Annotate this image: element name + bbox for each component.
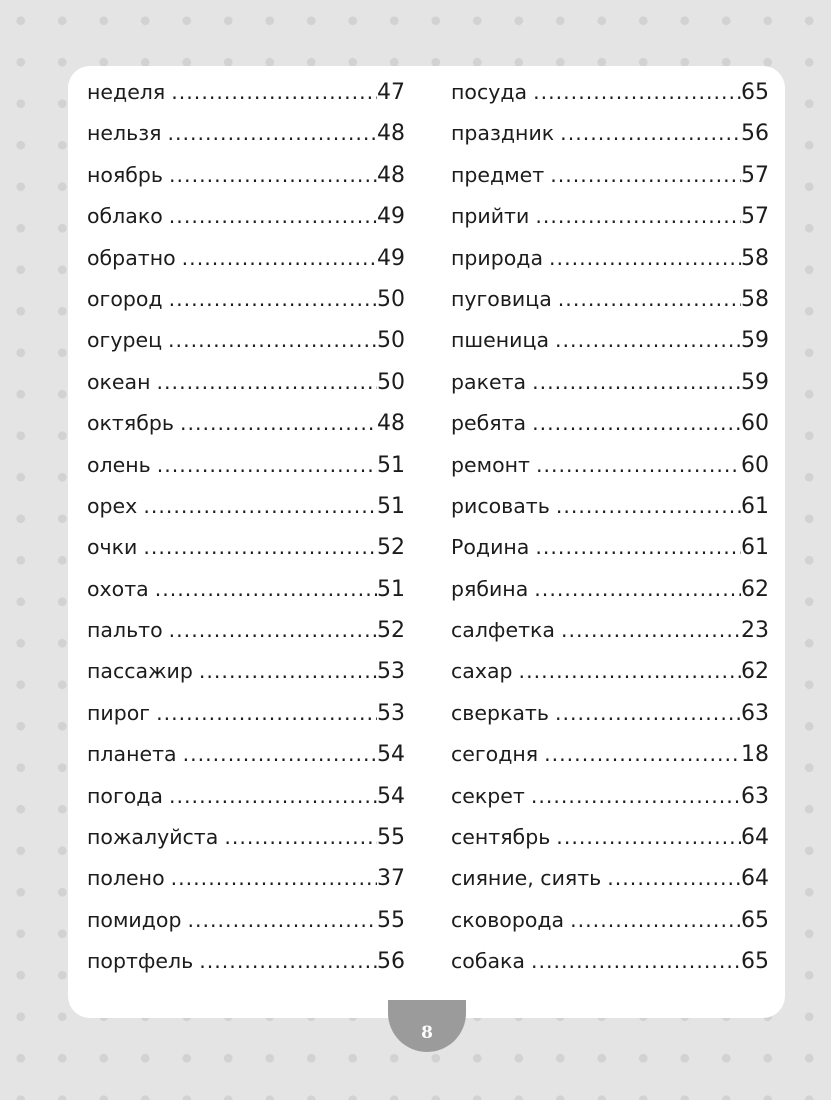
dot-leader	[556, 825, 741, 849]
index-entry-word: салфетка	[451, 618, 555, 643]
index-entry	[451, 287, 769, 328]
dot-leader	[167, 121, 377, 145]
index-entry-word: обратно	[87, 245, 176, 270]
index-entry-word: орех	[87, 493, 138, 518]
index-entry-page: 59	[741, 328, 769, 354]
index-entry-word: посуда	[451, 80, 528, 104]
index-entry-page: 53	[377, 700, 405, 726]
index-entry-word: ракета	[451, 369, 527, 394]
index-entry	[87, 453, 405, 494]
index-entry-word: сентябрь	[451, 825, 551, 850]
index-entry-word: пассажир	[87, 659, 193, 684]
index-entry-page: 64	[741, 866, 769, 892]
dot-leader	[169, 163, 377, 187]
index-entry	[87, 784, 405, 825]
index-entry-page: 65	[741, 949, 769, 975]
index-entry	[87, 246, 405, 287]
index-entry-word: огурец	[87, 328, 163, 353]
index-page-card	[68, 66, 785, 1018]
index-entry-word: пальто	[87, 618, 163, 643]
index-entry	[87, 121, 405, 162]
index-entry-word: секрет	[451, 783, 525, 808]
index-entry-page: 55	[377, 825, 405, 851]
dot-leader	[549, 246, 741, 270]
index-entry-page: 49	[377, 245, 405, 271]
dot-leader	[536, 453, 741, 477]
dot-leader	[171, 80, 377, 104]
dot-leader	[555, 701, 741, 725]
index-entry	[451, 701, 769, 742]
index-entry-page: 56	[377, 949, 405, 975]
dot-leader	[169, 204, 377, 228]
index-entry	[87, 204, 405, 245]
index-entry	[451, 784, 769, 825]
index-entry-word: огород	[87, 286, 163, 311]
index-entry	[87, 866, 405, 907]
index-entry-page: 52	[377, 618, 405, 644]
dot-leader	[169, 784, 377, 808]
index-entry-page: 48	[377, 121, 405, 147]
dot-leader	[169, 287, 377, 311]
dot-leader	[544, 742, 741, 766]
dot-leader	[570, 908, 741, 932]
index-entry-page: 64	[741, 825, 769, 851]
dot-leader	[143, 494, 377, 518]
dot-leader	[535, 204, 741, 228]
index-entry-page: 48	[377, 162, 405, 188]
index-entry	[451, 742, 769, 783]
index-entry-word: сверкать	[451, 700, 549, 725]
index-entry	[87, 494, 405, 535]
dot-leader	[180, 411, 377, 435]
index-entry-page: 37	[377, 866, 405, 892]
index-entry	[451, 908, 769, 949]
dot-leader	[534, 577, 741, 601]
index-column-left	[87, 80, 405, 991]
dot-leader	[535, 535, 741, 559]
index-column-right	[451, 80, 769, 991]
index-entry	[451, 825, 769, 866]
index-entry-word: сияние, сиять	[451, 866, 602, 891]
index-entry-word: олень	[87, 452, 151, 477]
index-entry-word: Родина	[451, 535, 530, 560]
index-entry-page: 58	[741, 286, 769, 312]
index-entry-page: 55	[377, 907, 405, 933]
index-entry-page: 63	[741, 783, 769, 809]
index-entry	[451, 163, 769, 204]
index-entry-word: облако	[87, 204, 163, 229]
index-entry	[451, 453, 769, 494]
index-entry-word: октябрь	[87, 411, 174, 436]
index-entry-word: погода	[87, 783, 163, 808]
index-entry-word: нельзя	[87, 121, 162, 146]
dot-leader	[533, 80, 741, 104]
dot-leader	[169, 618, 377, 642]
index-entry-page: 60	[741, 452, 769, 478]
index-entry-page: 49	[377, 204, 405, 230]
index-entry-page: 23	[741, 618, 769, 644]
index-entry-page: 54	[377, 783, 405, 809]
dot-leader	[532, 370, 741, 394]
index-entry	[87, 949, 405, 990]
index-entry-page: 58	[741, 245, 769, 271]
index-entry	[451, 328, 769, 369]
index-entry	[87, 577, 405, 618]
index-entry-page: 47	[377, 80, 405, 105]
dot-leader	[156, 701, 377, 725]
index-entry	[451, 618, 769, 659]
dot-leader	[157, 453, 377, 477]
page-number-tab	[388, 1000, 466, 1052]
index-entry-page: 61	[741, 493, 769, 519]
dot-leader	[607, 866, 741, 890]
index-entry-word: пшеница	[451, 328, 550, 353]
index-entry-word: океан	[87, 369, 151, 394]
index-entry-word: очки	[87, 535, 138, 560]
index-entry-page: 65	[741, 907, 769, 933]
dot-leader	[171, 866, 377, 890]
dot-leader	[183, 742, 377, 766]
dot-leader	[182, 246, 377, 270]
index-entry-page: 50	[377, 286, 405, 312]
index-entry-word: предмет	[451, 162, 545, 187]
dot-leader	[550, 163, 741, 187]
dot-leader	[519, 659, 741, 683]
index-entry	[451, 949, 769, 990]
index-entry-word: пожалуйста	[87, 825, 219, 850]
index-entry	[87, 328, 405, 369]
index-entry-word: неделя	[87, 80, 166, 104]
index-entry	[451, 246, 769, 287]
index-entry	[451, 535, 769, 576]
index-entry-word: помидор	[87, 907, 182, 932]
index-entry-page: 51	[377, 493, 405, 519]
index-entry-page: 57	[741, 204, 769, 230]
index-entry-word: ребята	[451, 411, 527, 436]
index-entry	[87, 701, 405, 742]
dot-leader	[187, 908, 377, 932]
index-entry	[87, 80, 405, 121]
dot-leader	[556, 494, 741, 518]
index-entry-page: 18	[741, 742, 769, 768]
index-entry	[451, 80, 769, 121]
dot-leader	[224, 825, 377, 849]
index-entry	[451, 121, 769, 162]
index-entry-page: 51	[377, 576, 405, 602]
index-entry-page: 61	[741, 535, 769, 561]
index-entry	[451, 204, 769, 245]
index-entry-word: пуговица	[451, 286, 552, 311]
index-entry-word: рисовать	[451, 493, 550, 518]
index-entry-word: сковорода	[451, 907, 565, 932]
index-entry-page: 59	[741, 369, 769, 395]
dot-leader	[199, 949, 377, 973]
dot-leader	[168, 328, 377, 352]
index-entry-word: пирог	[87, 700, 151, 725]
index-entry-page: 56	[741, 121, 769, 147]
index-entry	[87, 287, 405, 328]
dot-leader	[157, 370, 377, 394]
index-entry-page: 65	[741, 80, 769, 105]
index-entry-page: 50	[377, 369, 405, 395]
index-entry-word: сахар	[451, 659, 513, 684]
index-entry	[451, 494, 769, 535]
index-entry-page: 62	[741, 576, 769, 602]
dot-leader	[531, 949, 741, 973]
dot-leader	[199, 659, 377, 683]
index-entry	[87, 659, 405, 700]
index-entry	[87, 535, 405, 576]
index-entry-word: охота	[87, 576, 149, 601]
index-entry-word: ноябрь	[87, 162, 164, 187]
index-entry	[87, 411, 405, 452]
index-entry	[451, 370, 769, 411]
dot-leader	[560, 121, 741, 145]
index-entry	[87, 825, 405, 866]
index-entry-page: 51	[377, 452, 405, 478]
index-entry-word: собака	[451, 949, 525, 974]
index-entry	[87, 618, 405, 659]
index-entry-page: 50	[377, 328, 405, 354]
dot-leader	[143, 535, 377, 559]
index-entry-page: 60	[741, 411, 769, 437]
index-entry	[87, 370, 405, 411]
index-entry-word: портфель	[87, 949, 194, 974]
index-entry	[87, 163, 405, 204]
dot-leader	[555, 328, 741, 352]
page-number: 8	[421, 1023, 433, 1043]
dot-leader	[155, 577, 377, 601]
index-entry	[87, 742, 405, 783]
dot-leader	[561, 618, 741, 642]
index-entry-word: планета	[87, 742, 177, 767]
index-entry-page: 52	[377, 535, 405, 561]
index-entry	[451, 659, 769, 700]
index-entry-page: 48	[377, 411, 405, 437]
index-entry	[87, 908, 405, 949]
dot-leader	[531, 784, 741, 808]
index-entry-word: праздник	[451, 121, 555, 146]
index-entry-word: рябина	[451, 576, 529, 601]
index-entry-word: сегодня	[451, 742, 539, 767]
index-entry	[451, 411, 769, 452]
index-entry-word: прийти	[451, 204, 530, 229]
index-entry-page: 62	[741, 659, 769, 685]
index-entry-word: природа	[451, 245, 544, 270]
index-entry-page: 63	[741, 700, 769, 726]
index-entry-word: полено	[87, 866, 165, 891]
dot-leader	[558, 287, 741, 311]
index-entry-page: 54	[377, 742, 405, 768]
index-entry	[451, 866, 769, 907]
index-entry	[451, 577, 769, 618]
index-entry-page: 53	[377, 659, 405, 685]
dot-leader	[532, 411, 741, 435]
index-entry-page: 57	[741, 162, 769, 188]
index-entry-word: ремонт	[451, 452, 530, 477]
